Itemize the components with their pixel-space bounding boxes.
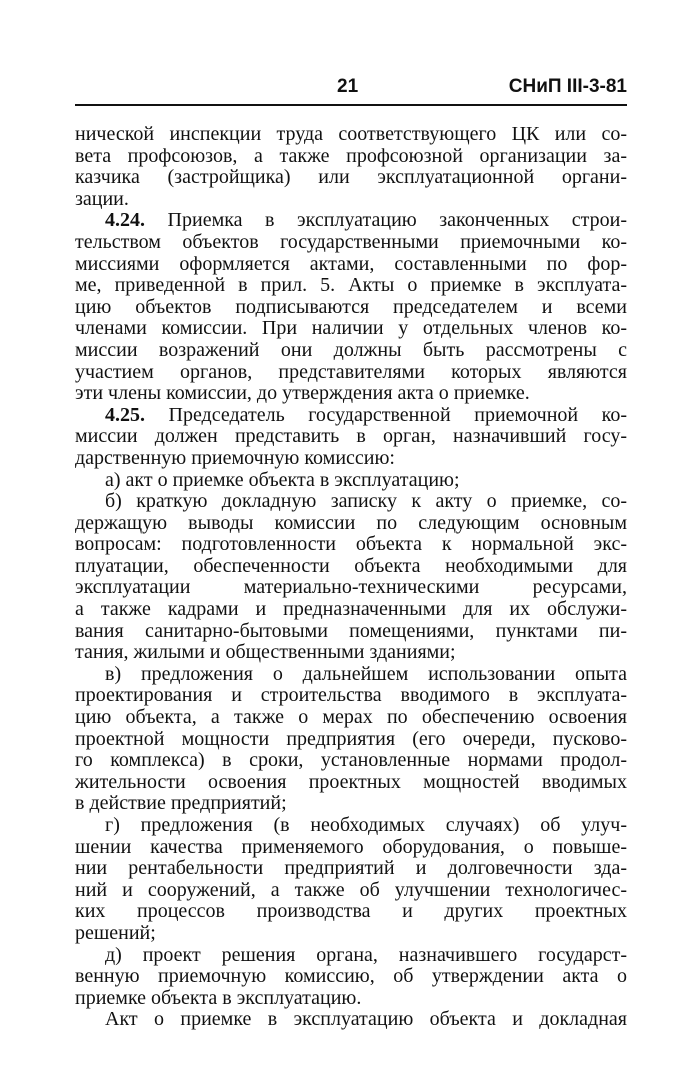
line-text: тельством объектов государственными приемочными ко- bbox=[75, 230, 627, 253]
line-text: миссиями оформляется актами, составленными по фор- bbox=[75, 252, 627, 275]
line-text: зации. bbox=[75, 187, 129, 210]
line-text: держащую выводы комиссии по следующим основным bbox=[75, 511, 627, 534]
line-text: членами комиссии. При наличии у отдельных членов ко- bbox=[75, 317, 627, 340]
text-line bbox=[75, 858, 627, 880]
line-text: вопросам: подготовленности объекта к нормальной экс- bbox=[75, 533, 627, 556]
line-text: нической инспекции труда соответствующего ЦК или со- bbox=[75, 123, 627, 145]
text-line bbox=[75, 189, 627, 211]
text-line bbox=[75, 556, 627, 578]
text-line bbox=[75, 362, 627, 384]
text-line bbox=[75, 945, 627, 967]
text-line bbox=[75, 491, 627, 513]
text-line bbox=[75, 470, 627, 492]
text-line bbox=[75, 124, 627, 146]
text-line bbox=[75, 880, 627, 902]
line-text: тания, жилыми и общественными зданиями; bbox=[75, 641, 456, 664]
line-text: вета профсоюзов, а также профсоюзной организации за- bbox=[75, 144, 627, 167]
text-line bbox=[75, 210, 627, 232]
clause-number: 4.25. bbox=[105, 403, 145, 426]
text-line bbox=[75, 923, 627, 945]
text-line bbox=[75, 599, 627, 621]
text-line bbox=[75, 513, 627, 535]
text-line bbox=[75, 146, 627, 168]
text-line bbox=[75, 275, 627, 297]
line-text: жительности освоения проектных мощностей вводимых bbox=[75, 770, 627, 793]
line-text: ме, приведенной в прил. 5. Акты о приемке в эксплуата- bbox=[75, 274, 627, 297]
text-line bbox=[75, 642, 627, 664]
line-text: шении качества применяемого оборудования, о повыше- bbox=[75, 835, 627, 858]
text-line bbox=[75, 534, 627, 556]
line-text: в) предложения о дальнейшем использовании опыта bbox=[105, 662, 627, 685]
text-line bbox=[75, 340, 627, 362]
line-text: эксплуатации материально-техническими ресурсами, bbox=[75, 576, 627, 599]
text-line bbox=[75, 988, 627, 1010]
line-text: проектной мощности предприятия (его очереди, пусково- bbox=[75, 727, 627, 750]
text-line bbox=[75, 232, 627, 254]
text-line bbox=[75, 448, 627, 470]
line-text: цию объекта, а также о мерах по обеспечению освоения bbox=[75, 706, 627, 729]
line-text: приемке объекта в эксплуатацию. bbox=[75, 986, 362, 1009]
text-line bbox=[75, 685, 627, 707]
running-title: СНиП III-3-81 bbox=[508, 76, 627, 97]
text-line bbox=[75, 793, 627, 815]
page-header bbox=[75, 70, 627, 98]
line-text: ких процессов производства и других проектных bbox=[75, 900, 627, 923]
line-text: нии рентабельности предприятий и долговечности зда- bbox=[75, 857, 627, 880]
text-line bbox=[75, 707, 627, 729]
text-line bbox=[75, 729, 627, 751]
text-line bbox=[75, 426, 627, 448]
line-text: г) предложения (в необходимых случаях) об улуч- bbox=[105, 814, 627, 836]
text-line bbox=[75, 772, 627, 794]
text-line bbox=[75, 297, 627, 319]
line-text: решений; bbox=[75, 921, 156, 944]
text-line bbox=[75, 1009, 627, 1031]
line-text: эти члены комиссии, до утверждения акта о приемке. bbox=[75, 382, 530, 405]
text-line bbox=[75, 405, 627, 427]
line-text: дарственную приемочную комиссию: bbox=[75, 446, 395, 469]
body-text bbox=[75, 124, 627, 1031]
line-text: а также кадрами и предназначенными для их обслужи- bbox=[75, 598, 627, 621]
line-text: вания санитарно-бытовыми помещениями, пунктами пи- bbox=[75, 619, 627, 642]
text-line bbox=[75, 815, 627, 837]
line-text: плуатации, обеспеченности объекта необходимыми для bbox=[75, 554, 627, 577]
text-line bbox=[75, 577, 627, 599]
line-text: участием органов, представителями которых являются bbox=[75, 360, 627, 383]
line-text: венную приемочную комиссию, об утверждении акта о bbox=[75, 965, 627, 988]
header-rule bbox=[75, 104, 627, 106]
line-text: а) акт о приемке объекта в эксплуатацию; bbox=[105, 468, 460, 491]
line-text: ний и сооружений, а также об улучшении технологичес- bbox=[75, 878, 627, 901]
text-line bbox=[75, 383, 627, 405]
text-line bbox=[75, 837, 627, 859]
line-text: Председатель государственной приемочной ко- bbox=[145, 403, 627, 426]
line-text: го комплекса) в сроки, установленные нормами продол- bbox=[75, 749, 627, 772]
text-line bbox=[75, 318, 627, 340]
clause-number: 4.24. bbox=[105, 209, 145, 232]
line-text: проектирования и строительства вводимого в эксплуата- bbox=[75, 684, 627, 707]
line-text: д) проект решения органа, назначившего государст- bbox=[105, 943, 627, 966]
text-line bbox=[75, 621, 627, 643]
line-text: Приемка в эксплуатацию законченных строи- bbox=[145, 209, 627, 232]
line-text: Акт о приемке в эксплуатацию объекта и докладная bbox=[105, 1008, 627, 1031]
text-line bbox=[75, 901, 627, 923]
text-line bbox=[75, 966, 627, 988]
line-text: миссии возражений они должны быть рассмотрены с bbox=[75, 338, 627, 361]
text-line bbox=[75, 664, 627, 686]
page-number: 21 bbox=[337, 76, 359, 97]
text-line bbox=[75, 254, 627, 276]
line-text: казчика (застройщика) или эксплуатационной органи- bbox=[75, 166, 627, 189]
document-page bbox=[75, 70, 627, 1031]
line-text: в действие предприятий; bbox=[75, 792, 287, 815]
line-text: миссии должен представить в орган, назначивший госу- bbox=[75, 425, 627, 448]
line-text: цию объектов подписываются председателем и всеми bbox=[75, 295, 627, 318]
line-text: б) краткую докладную записку к акту о приемке, со- bbox=[105, 490, 627, 513]
text-line bbox=[75, 167, 627, 189]
text-line bbox=[75, 750, 627, 772]
